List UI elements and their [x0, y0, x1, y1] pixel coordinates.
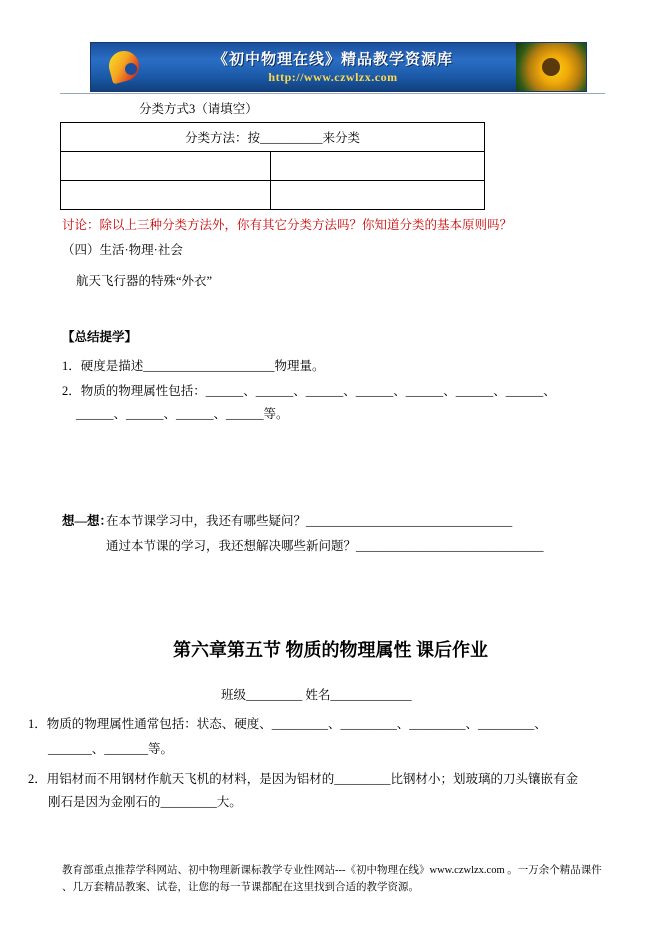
think-label: 想—想： — [62, 514, 113, 528]
think-line-2: 通过本节课的学习，我还想解决哪些新问题？______________________________ — [106, 539, 544, 553]
banner-url: http://www.czwlzx.com — [268, 70, 398, 84]
banner-divider — [60, 93, 605, 94]
classification-table — [60, 122, 485, 210]
page-footer — [62, 862, 607, 896]
question-1-line-2: _______、_______等。 — [48, 742, 174, 756]
table-cell[interactable] — [270, 181, 484, 210]
homework-heading: 第六章第五节 物质的物理属性 课后作业 — [173, 640, 488, 660]
summary-heading: 【总结提学】 — [62, 330, 138, 344]
section-four-title: （四）生活·物理·社会 — [62, 243, 183, 257]
summary-line-1: 1．硬度是描述_____________________物理量。 — [62, 359, 325, 373]
table-cell[interactable] — [270, 152, 484, 181]
table-cell[interactable] — [61, 152, 271, 181]
question-1-line-1: 1．物质的物理属性通常包括：状态、硬度、_________、_________、_________、_________、 — [28, 717, 547, 731]
sunflower-icon — [516, 43, 586, 91]
table-row — [61, 181, 485, 210]
table-header-cell: 分类方法：按__________来分类 — [61, 123, 485, 152]
summary-line-2: 2．物质的物理属性包括：______、______、______、______、______、______、______、 — [62, 384, 556, 398]
class-name-fields[interactable]: 班级_________ 姓名_____________ — [221, 688, 412, 702]
footer-line-2: 、几万套精品教案、试卷，让您的每一节课都配在这里找到合适的教学资源。 — [62, 882, 419, 893]
summary-line-2b: ______、______、______、______等。 — [76, 407, 289, 421]
swirl-logo-icon — [101, 49, 157, 85]
banner-title: 《初中物理在线》精品教学资源库 — [212, 52, 453, 68]
think-line-1: 在本节课学习中，我还有哪些疑问？_________________________________ — [106, 514, 513, 528]
table-row — [61, 123, 485, 152]
section-four-subtitle: 航天飞行器的特殊“外衣” — [76, 274, 213, 288]
question-2-line-1: 2．用铝材而不用钢材作航天飞机的材料，是因为铝材的_________比钢材小；划玻璃的刀头镶嵌有金 — [28, 772, 579, 786]
discussion-line: 讨论：除以上三种分类方法外，你有其它分类方法吗？你知道分类的基本原则吗？ — [62, 218, 513, 232]
site-banner — [90, 42, 587, 92]
table-cell[interactable] — [61, 181, 271, 210]
question-2-line-2: 刚石是因为金刚石的_________大。 — [48, 795, 242, 809]
footer-line-1: 教育部重点推荐学科网站、初中物理新课标教学专业性网站---《初中物理在线》www.czwlzx.com 。一万余个精品课件 — [62, 865, 602, 876]
classify-method-label: 分类方式3（请填空） — [139, 102, 258, 116]
table-row — [61, 152, 485, 181]
